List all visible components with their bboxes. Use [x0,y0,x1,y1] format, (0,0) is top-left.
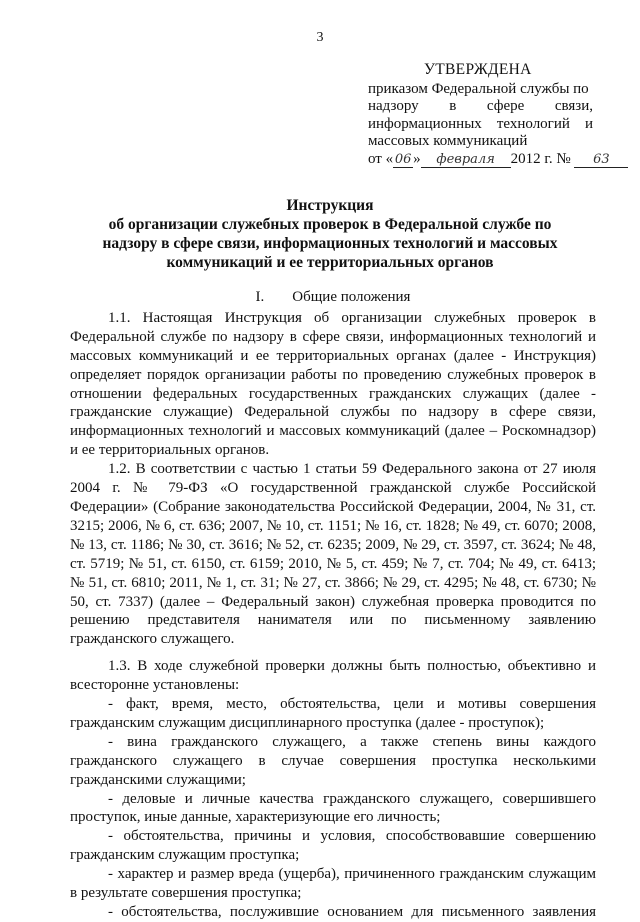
approval-line: надзору в сфере связи, [368,98,593,114]
paragraph-1-1: 1.1. Настоящая Инструкция об организации служебных проверок в Федеральной службе по надзору в сфере связи, информационных технологий и массовых коммуникаций и ее территориальных органах (далее - Инструкция) определяет порядок организации работы по проведению служебных проверок в отношении федеральных государственных гражданских служащих (далее - гражданские служащие) Федеральной службы по надзору в сфере связи, информационных технологий и массовых коммуникаций (далее – Роскомнадзор) и ее территориальных органов. [70,309,596,459]
date-year: 2012 г. № [510,150,571,167]
list-item: - вина гражданского служащего, а также степень вины каждого гражданского служащего в случае совершения проступка несколькими гражданскими служащими; [70,733,596,788]
approval-line: информационных технологий и [368,115,593,132]
approval-line: приказом Федеральной службы по [368,80,589,97]
handwritten-day: 06 [394,151,412,167]
title-line: надзору в сфере связи, информационных технологий и массовых [102,235,558,252]
date-prefix: от « [368,150,394,167]
list-item: - характер и размер вреда (ущерба), причиненного гражданским служащим в результате совершения проступка; [70,866,596,902]
title-line: коммуникаций и ее территориальных органов [166,254,494,271]
list-item: - деловые и личные качества гражданского служащего, совершившего проступок, иные данные, характеризующие его личность; [70,790,596,826]
list-item: - обстоятельства, причины и условия, способствовавшие совершению гражданским служащим проступка; [70,828,596,864]
handwritten-month: февраля [421,153,511,168]
page-number: 3 [316,30,324,45]
section-heading [70,288,596,307]
approval-heading: УТВЕРЖДЕНА [424,61,532,78]
approval-date-line [368,150,610,169]
list-item: - обстоятельства, послужившие основанием для письменного заявления [108,904,596,920]
approval-stamp [368,61,610,168]
list-item: - факт, время, место, обстоятельства, цели и мотивы совершения гражданским служащим дисциплинарного проступка (далее - проступок); [70,696,596,731]
title-line: об организации служебных проверок в Федеральной службе по [108,216,552,233]
paragraph-1-2: 1.2. В соответствии с частью 1 статьи 59 Федерального закона от 27 июля 2004 г. № 79-ФЗ «О государственной гражданской службе Российской Федерации» (Собрание законодательства Российской Федерации, 2004, № 31, ст. 3215; 2006, № 6, ст. 636; 2007, № 10, ст. 1151; № 16, ст. 1828; № 49, ст. 6070; 2008, № 13, ст. 1186; № 30, ст. 3616; № 52, ст. 6235; 2009, № 29, ст. 3597, ст. 3624; № 48, ст. 5719; № 51, ст. 6150, ст. 6159; 2010, № 5, ст. 459; № 7, ст. 704; № 49, ст. 6413; № 51, ст. 6810; 2011, № 1, ст. 31; № 27, ст. 3866; № 29, ст. 4295; № 48, ст. 6730; № 50, ст. 7337) (далее – Федеральный закон) служебная проверка проводится по решению представителя нанимателя или по письменному заявлению гражданского служащего. [70,461,596,648]
handwritten-order-number: 63 [574,153,628,168]
paragraph-1-3: 1.3. В ходе служебной проверки должны быть полностью, объективно и всесторонне установлены: [70,658,596,694]
document-body [70,288,596,922]
approval-line: массовых коммуникаций [368,133,528,149]
section-title: Общие положения [292,289,411,305]
date-mid: » [413,150,421,167]
section-number: I. [255,289,265,305]
title-line: Инструкция [286,197,374,214]
document-title [60,196,600,272]
